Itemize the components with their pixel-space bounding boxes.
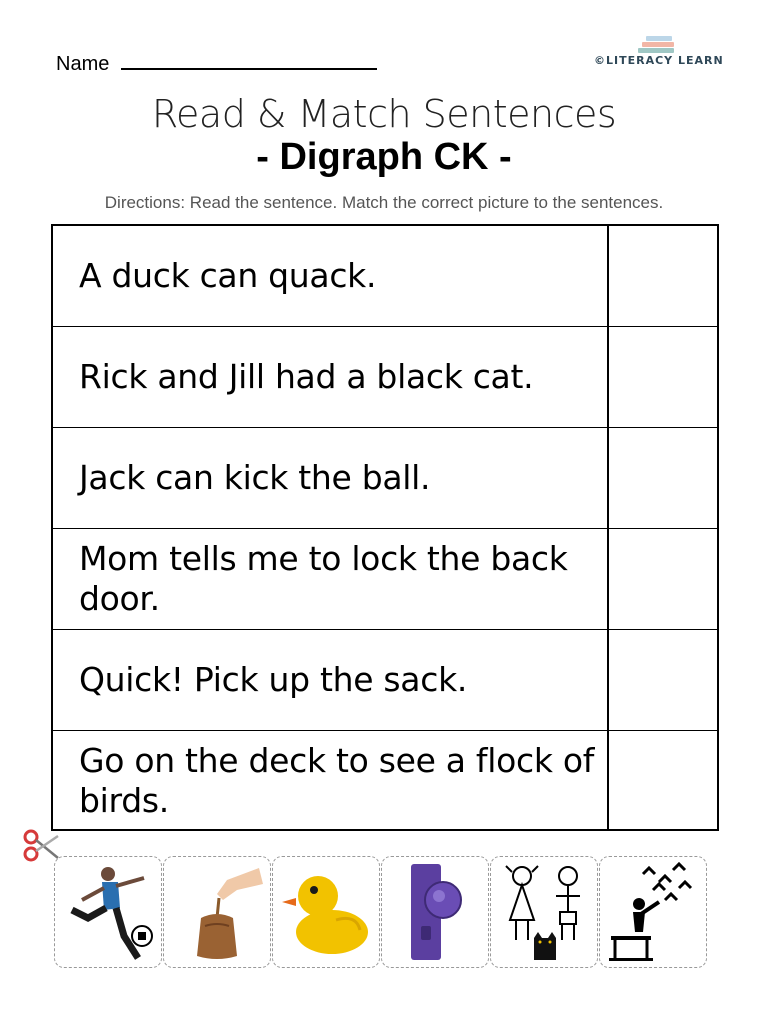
answer-box[interactable] [609,630,717,730]
boy-kicking-ball-icon [58,860,158,964]
door-lock-knob-icon [385,860,485,964]
picture-card[interactable] [599,856,707,968]
answer-box[interactable] [609,731,717,831]
directions-text: Directions: Read the sentence. Match the correct picture to the sentences. [104,193,664,212]
picture-card[interactable] [54,856,162,968]
sentence-text: Go on the deck to see a flock of birds. [53,731,609,831]
answer-box[interactable] [609,529,717,629]
picture-cards [54,856,714,970]
picture-card[interactable] [272,856,380,968]
answer-box[interactable] [609,327,717,427]
table-row [53,428,717,529]
table-row [53,731,717,831]
sentence-text: Mom tells me to lock the back door. [53,529,609,629]
name-blank-line[interactable] [121,52,377,70]
answer-box[interactable] [609,226,717,326]
brand-name: ©LITERACY LEARN [594,54,724,67]
kids-with-black-cat-icon [494,860,594,964]
picture-card[interactable] [163,856,271,968]
sentence-text: Quick! Pick up the sack. [53,630,609,730]
sentence-table [51,224,719,831]
brand-logo [594,34,724,74]
name-label: Name [56,53,110,75]
table-row [53,327,717,428]
picture-card[interactable] [490,856,598,968]
table-row [53,226,717,327]
books-stack-icon [636,34,680,56]
picture-card[interactable] [381,856,489,968]
sentence-text: Rick and Jill had a black cat. [53,327,609,427]
rubber-duck-icon [276,860,376,964]
sentence-text: Jack can kick the ball. [53,428,609,528]
page-title: Read & Match Sentences [151,92,617,136]
table-row [53,630,717,731]
table-row [53,529,717,630]
name-field[interactable] [56,52,377,76]
hand-holding-sack-icon [167,860,267,964]
sentence-text: A duck can quack. [53,226,609,326]
person-on-deck-with-birds-icon [603,860,703,964]
answer-box[interactable] [609,428,717,528]
page-subtitle: - Digraph CK - [256,136,512,178]
